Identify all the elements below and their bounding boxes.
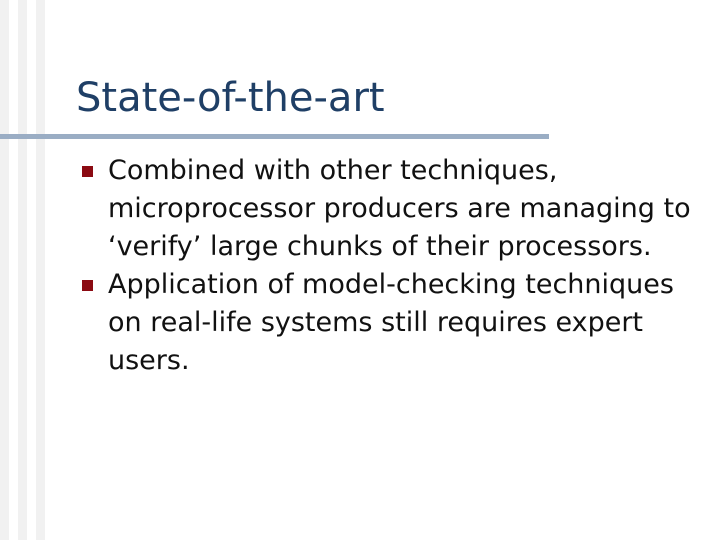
bullet-list	[82, 152, 702, 380]
square-bullet-icon	[82, 280, 93, 291]
bullet-text: Combined with other techniques, microprocessor producers are managing to ‘verify’ large chunks of their processors.	[108, 155, 691, 262]
slide-title: State-of-the-art	[76, 75, 385, 121]
bullet-text: Application of model-checking techniques on real-life systems still requires expert users.	[108, 269, 674, 376]
bullet-item	[82, 152, 702, 266]
bullet-item	[82, 266, 702, 380]
square-bullet-icon	[82, 166, 93, 177]
title-underline-rule	[0, 134, 549, 139]
